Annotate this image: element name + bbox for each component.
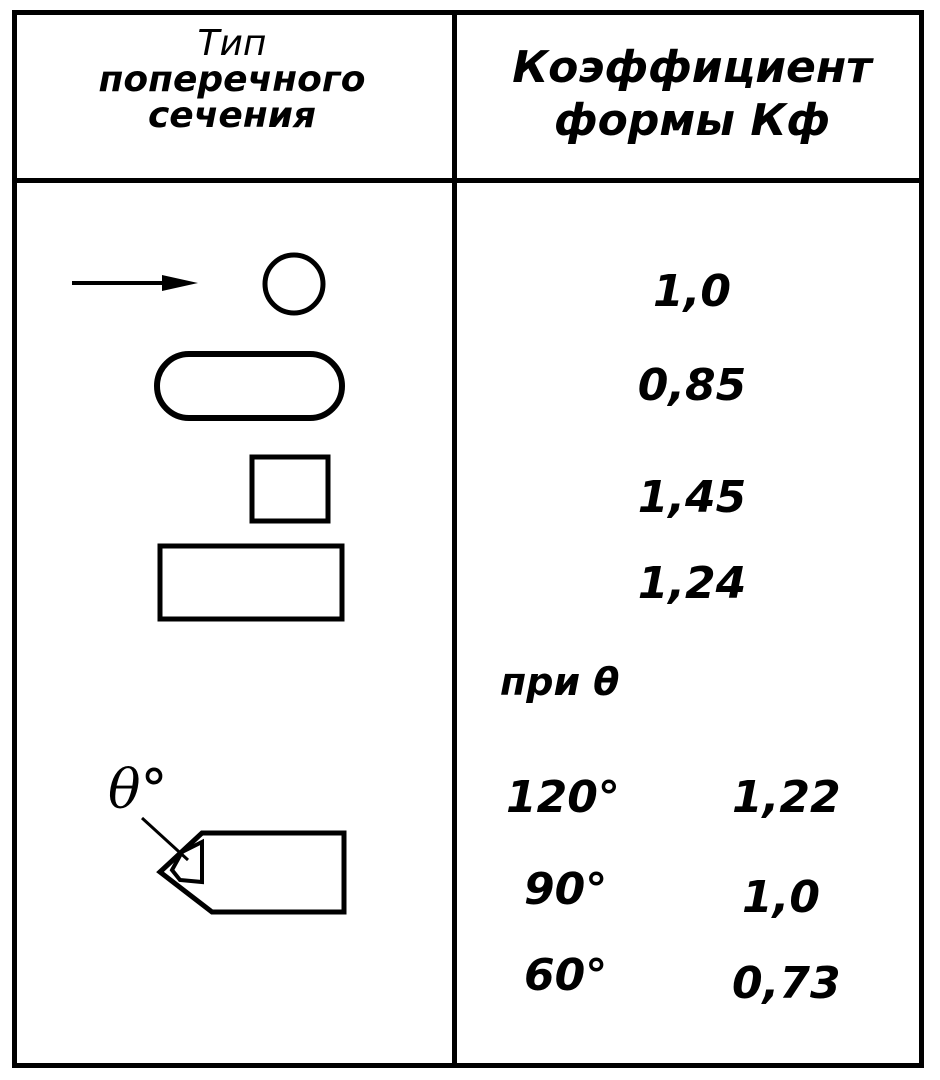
coef-oval: 0,85	[637, 360, 747, 411]
header-shape-coefficient	[472, 42, 912, 148]
angle-90: 90°	[524, 864, 608, 915]
angled-section-icon	[142, 818, 344, 912]
column-divider	[452, 10, 457, 1068]
angle-120: 120°	[506, 772, 620, 823]
coef-circle: 1,0	[653, 266, 731, 317]
header-section-type-line1: Тип	[197, 23, 267, 64]
coef-square: 1,45	[637, 472, 747, 523]
header-coef-line1: Коэффициент	[512, 42, 872, 93]
coef-120: 1,22	[732, 772, 841, 823]
theta-angle-label: θ°	[108, 758, 168, 821]
square-icon	[252, 457, 328, 521]
arrow-icon	[72, 275, 198, 291]
header-section-type-line2: поперечного	[98, 59, 366, 100]
section-shapes	[12, 10, 452, 1068]
rectangle-icon	[160, 546, 342, 619]
coef-90: 1,0	[742, 872, 820, 923]
theta-note: при θ	[500, 660, 620, 704]
header-coef-line2: формы Кф	[553, 94, 831, 146]
header-section-type-line3: сечения	[147, 95, 317, 136]
coef-rectangle: 1,24	[637, 558, 747, 609]
circle-icon	[265, 255, 323, 313]
coef-60: 0,73	[732, 958, 841, 1009]
oval-icon	[157, 354, 342, 418]
shape-coefficient-table	[12, 10, 924, 1068]
angle-60: 60°	[524, 950, 608, 1001]
